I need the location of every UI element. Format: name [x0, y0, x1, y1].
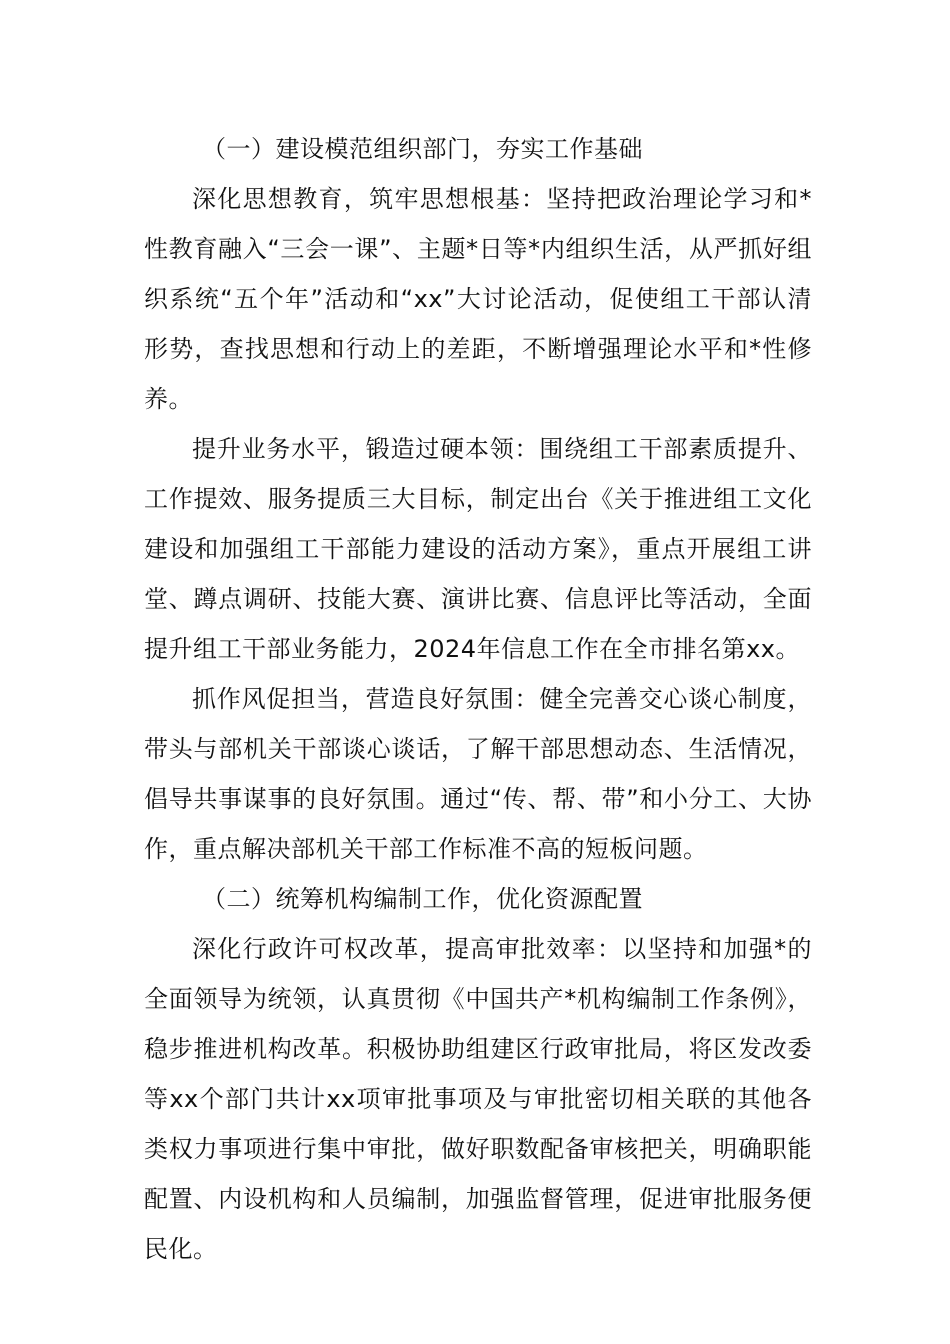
section-heading-2: （二）统筹机构编制工作，优化资源配置	[202, 885, 643, 913]
paragraph-1: 深化思想教育，筑牢思想根基：坚持把政治理论学习和*性教育融入“三会一课”、主题*日等*内组织生活，从严抓好组织系统“五个年”活动和“xx”大讨论活动，促使组工干部认清形势，查找思想和行动上的差距，不断增强理论水平和*性修养。	[144, 185, 812, 413]
paragraph-4: 深化行政许可权改革，提高审批效率：以坚持和加强*的全面领导为统领，认真贯彻《中国共产*机构编制工作条例》，稳步推进机构改革。积极协助组建区行政审批局，将区发改委等xx个部门共计xx项审批事项及与审批密切相关联的其他各类权力事项进行集中审批，做好职数配备审核把关，明确职能配置、内设机构和人员编制，加强监督管理，促进审批服务便民化。	[144, 935, 812, 1263]
section-heading-1: （一）建设模范组织部门，夯实工作基础	[202, 135, 643, 163]
paragraph-3: 抓作风促担当，营造良好氛围：健全完善交心谈心制度，带头与部机关干部谈心谈话，了解干部思想动态、生活情况，倡导共事谋事的良好氛围。通过“传、帮、带”和小分工、大协作，重点解决部机关干部工作标准不高的短板问题。	[144, 685, 812, 863]
document-body	[144, 124, 812, 1274]
paragraph-2: 提升业务水平，锻造过硬本领：围绕组工干部素质提升、工作提效、服务提质三大目标，制定出台《关于推进组工文化建设和加强组工干部能力建设的活动方案》，重点开展组工讲堂、蹲点调研、技能大赛、演讲比赛、信息评比等活动，全面提升组工干部业务能力，2024年信息工作在全市排名第xx。	[144, 435, 812, 663]
